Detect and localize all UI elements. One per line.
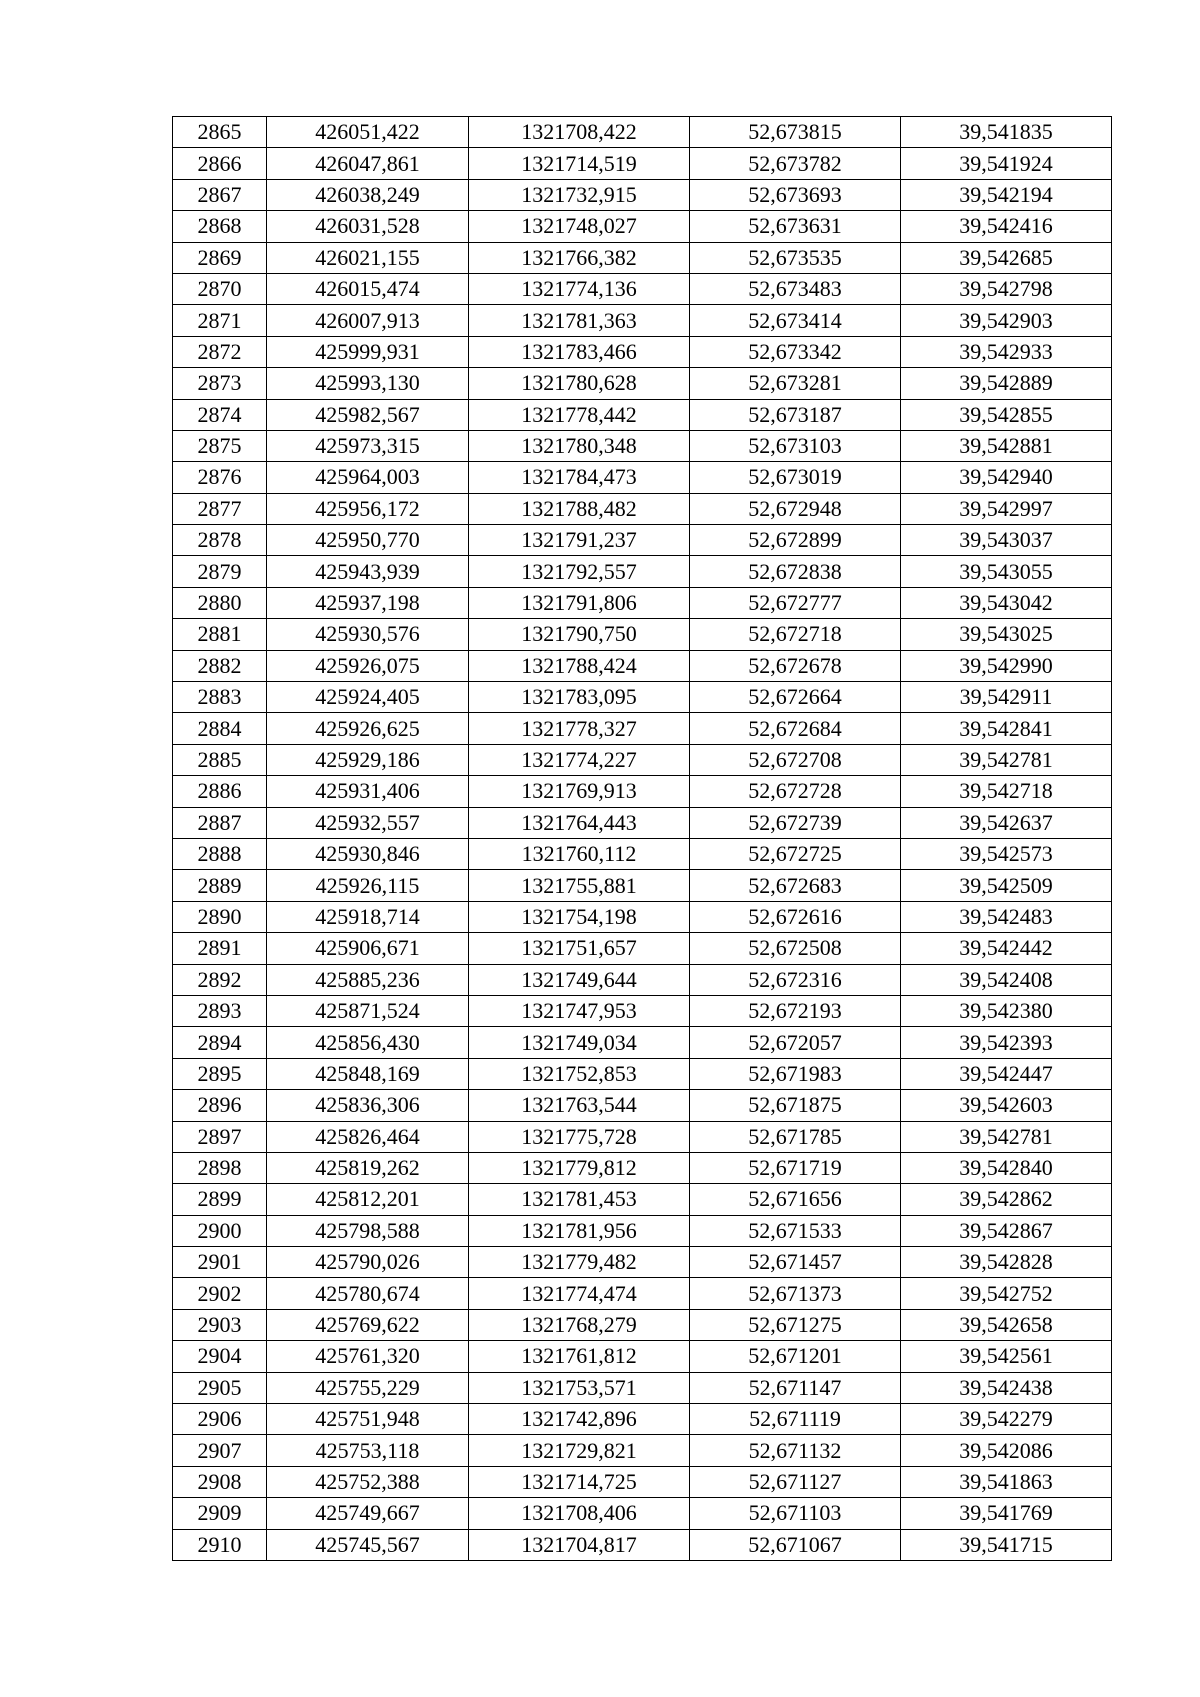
point-number-cell: 2901	[173, 1247, 267, 1278]
table-row	[173, 933, 1112, 964]
latitude-cell: 52,673483	[690, 273, 901, 304]
x-coordinate-cell: 425930,846	[267, 838, 469, 869]
point-number-cell: 2897	[173, 1121, 267, 1152]
longitude-cell: 39,542997	[901, 493, 1112, 524]
point-number-cell: 2867	[173, 179, 267, 210]
longitude-cell: 39,542889	[901, 368, 1112, 399]
point-number-cell: 2887	[173, 807, 267, 838]
x-coordinate-cell: 425755,229	[267, 1372, 469, 1403]
latitude-cell: 52,673342	[690, 336, 901, 367]
y-coordinate-cell: 1321729,821	[469, 1435, 690, 1466]
latitude-cell: 52,671275	[690, 1309, 901, 1340]
table-row	[173, 525, 1112, 556]
latitude-cell: 52,672838	[690, 556, 901, 587]
point-number-cell: 2878	[173, 525, 267, 556]
table-row	[173, 211, 1112, 242]
y-coordinate-cell: 1321768,279	[469, 1309, 690, 1340]
latitude-cell: 52,672316	[690, 964, 901, 995]
x-coordinate-cell: 425931,406	[267, 776, 469, 807]
table-row	[173, 1372, 1112, 1403]
longitude-cell: 39,542718	[901, 776, 1112, 807]
latitude-cell: 52,673187	[690, 399, 901, 430]
table-row	[173, 493, 1112, 524]
point-number-cell: 2900	[173, 1215, 267, 1246]
x-coordinate-cell: 425926,625	[267, 713, 469, 744]
longitude-cell: 39,542658	[901, 1309, 1112, 1340]
longitude-cell: 39,542881	[901, 430, 1112, 461]
x-coordinate-cell: 425871,524	[267, 995, 469, 1026]
point-number-cell: 2903	[173, 1309, 267, 1340]
x-coordinate-cell: 425999,931	[267, 336, 469, 367]
y-coordinate-cell: 1321780,628	[469, 368, 690, 399]
table-row	[173, 619, 1112, 650]
latitude-cell: 52,672664	[690, 682, 901, 713]
point-number-cell: 2881	[173, 619, 267, 650]
latitude-cell: 52,673631	[690, 211, 901, 242]
point-number-cell: 2899	[173, 1184, 267, 1215]
y-coordinate-cell: 1321784,473	[469, 462, 690, 493]
latitude-cell: 52,672678	[690, 650, 901, 681]
point-number-cell: 2891	[173, 933, 267, 964]
longitude-cell: 39,543042	[901, 587, 1112, 618]
point-number-cell: 2869	[173, 242, 267, 273]
longitude-cell: 39,542393	[901, 1027, 1112, 1058]
y-coordinate-cell: 1321704,817	[469, 1529, 690, 1560]
y-coordinate-cell: 1321779,482	[469, 1247, 690, 1278]
y-coordinate-cell: 1321779,812	[469, 1152, 690, 1183]
longitude-cell: 39,542828	[901, 1247, 1112, 1278]
table-row	[173, 242, 1112, 273]
table-row	[173, 995, 1112, 1026]
longitude-cell: 39,541769	[901, 1498, 1112, 1529]
table-row	[173, 399, 1112, 430]
x-coordinate-cell: 425751,948	[267, 1404, 469, 1435]
y-coordinate-cell: 1321781,453	[469, 1184, 690, 1215]
x-coordinate-cell: 425937,198	[267, 587, 469, 618]
y-coordinate-cell: 1321783,466	[469, 336, 690, 367]
y-coordinate-cell: 1321764,443	[469, 807, 690, 838]
x-coordinate-cell: 425973,315	[267, 430, 469, 461]
point-number-cell: 2879	[173, 556, 267, 587]
longitude-cell: 39,542603	[901, 1090, 1112, 1121]
table-row	[173, 430, 1112, 461]
y-coordinate-cell: 1321749,034	[469, 1027, 690, 1058]
point-number-cell: 2888	[173, 838, 267, 869]
latitude-cell: 52,672718	[690, 619, 901, 650]
x-coordinate-cell: 425752,388	[267, 1466, 469, 1497]
longitude-cell: 39,542483	[901, 901, 1112, 932]
y-coordinate-cell: 1321766,382	[469, 242, 690, 273]
longitude-cell: 39,542990	[901, 650, 1112, 681]
table-row	[173, 1058, 1112, 1089]
table-row	[173, 682, 1112, 713]
longitude-cell: 39,542903	[901, 305, 1112, 336]
x-coordinate-cell: 426031,528	[267, 211, 469, 242]
longitude-cell: 39,543025	[901, 619, 1112, 650]
y-coordinate-cell: 1321754,198	[469, 901, 690, 932]
longitude-cell: 39,542380	[901, 995, 1112, 1026]
longitude-cell: 39,541715	[901, 1529, 1112, 1560]
longitude-cell: 39,542840	[901, 1152, 1112, 1183]
x-coordinate-cell: 425943,939	[267, 556, 469, 587]
latitude-cell: 52,673535	[690, 242, 901, 273]
latitude-cell: 52,671103	[690, 1498, 901, 1529]
longitude-cell: 39,542194	[901, 179, 1112, 210]
x-coordinate-cell: 425929,186	[267, 744, 469, 775]
longitude-cell: 39,542862	[901, 1184, 1112, 1215]
point-number-cell: 2866	[173, 148, 267, 179]
latitude-cell: 52,671127	[690, 1466, 901, 1497]
table-row	[173, 148, 1112, 179]
table-row	[173, 1341, 1112, 1372]
longitude-cell: 39,541835	[901, 117, 1112, 148]
longitude-cell: 39,542442	[901, 933, 1112, 964]
longitude-cell: 39,542781	[901, 744, 1112, 775]
x-coordinate-cell: 425964,003	[267, 462, 469, 493]
y-coordinate-cell: 1321791,237	[469, 525, 690, 556]
table-row	[173, 117, 1112, 148]
x-coordinate-cell: 425790,026	[267, 1247, 469, 1278]
point-number-cell: 2889	[173, 870, 267, 901]
point-number-cell: 2875	[173, 430, 267, 461]
longitude-cell: 39,542279	[901, 1404, 1112, 1435]
longitude-cell: 39,542086	[901, 1435, 1112, 1466]
y-coordinate-cell: 1321788,482	[469, 493, 690, 524]
point-number-cell: 2884	[173, 713, 267, 744]
longitude-cell: 39,541863	[901, 1466, 1112, 1497]
latitude-cell: 52,673103	[690, 430, 901, 461]
y-coordinate-cell: 1321781,363	[469, 305, 690, 336]
y-coordinate-cell: 1321732,915	[469, 179, 690, 210]
x-coordinate-cell: 425753,118	[267, 1435, 469, 1466]
table-row	[173, 776, 1112, 807]
y-coordinate-cell: 1321774,227	[469, 744, 690, 775]
longitude-cell: 39,542416	[901, 211, 1112, 242]
latitude-cell: 52,671533	[690, 1215, 901, 1246]
latitude-cell: 52,672684	[690, 713, 901, 744]
table-row	[173, 964, 1112, 995]
x-coordinate-cell: 426015,474	[267, 273, 469, 304]
point-number-cell: 2872	[173, 336, 267, 367]
table-row	[173, 1498, 1112, 1529]
longitude-cell: 39,542940	[901, 462, 1112, 493]
point-number-cell: 2902	[173, 1278, 267, 1309]
latitude-cell: 52,672193	[690, 995, 901, 1026]
latitude-cell: 52,672948	[690, 493, 901, 524]
point-number-cell: 2870	[173, 273, 267, 304]
y-coordinate-cell: 1321714,519	[469, 148, 690, 179]
table-row	[173, 1278, 1112, 1309]
latitude-cell: 52,672728	[690, 776, 901, 807]
point-number-cell: 2895	[173, 1058, 267, 1089]
latitude-cell: 52,672708	[690, 744, 901, 775]
table-row	[173, 1121, 1112, 1152]
point-number-cell: 2865	[173, 117, 267, 148]
y-coordinate-cell: 1321774,474	[469, 1278, 690, 1309]
latitude-cell: 52,672899	[690, 525, 901, 556]
table-row	[173, 1435, 1112, 1466]
x-coordinate-cell: 425856,430	[267, 1027, 469, 1058]
x-coordinate-cell: 425918,714	[267, 901, 469, 932]
x-coordinate-cell: 425885,236	[267, 964, 469, 995]
table-row	[173, 1152, 1112, 1183]
latitude-cell: 52,671983	[690, 1058, 901, 1089]
latitude-cell: 52,671719	[690, 1152, 901, 1183]
y-coordinate-cell: 1321749,644	[469, 964, 690, 995]
latitude-cell: 52,672725	[690, 838, 901, 869]
table-row	[173, 870, 1112, 901]
point-number-cell: 2905	[173, 1372, 267, 1403]
y-coordinate-cell: 1321780,348	[469, 430, 690, 461]
latitude-cell: 52,673019	[690, 462, 901, 493]
table-row	[173, 744, 1112, 775]
y-coordinate-cell: 1321763,544	[469, 1090, 690, 1121]
x-coordinate-cell: 425745,567	[267, 1529, 469, 1560]
longitude-cell: 39,542933	[901, 336, 1112, 367]
y-coordinate-cell: 1321760,112	[469, 838, 690, 869]
point-number-cell: 2909	[173, 1498, 267, 1529]
y-coordinate-cell: 1321747,953	[469, 995, 690, 1026]
latitude-cell: 52,673693	[690, 179, 901, 210]
latitude-cell: 52,671656	[690, 1184, 901, 1215]
table-row	[173, 1247, 1112, 1278]
coordinates-table	[172, 116, 1112, 1561]
y-coordinate-cell: 1321783,095	[469, 682, 690, 713]
x-coordinate-cell: 425906,671	[267, 933, 469, 964]
table-row	[173, 713, 1112, 744]
point-number-cell: 2883	[173, 682, 267, 713]
latitude-cell: 52,672739	[690, 807, 901, 838]
point-number-cell: 2876	[173, 462, 267, 493]
x-coordinate-cell: 425819,262	[267, 1152, 469, 1183]
latitude-cell: 52,671147	[690, 1372, 901, 1403]
y-coordinate-cell: 1321748,027	[469, 211, 690, 242]
x-coordinate-cell: 426051,422	[267, 117, 469, 148]
latitude-cell: 52,671067	[690, 1529, 901, 1560]
x-coordinate-cell: 425982,567	[267, 399, 469, 430]
point-number-cell: 2907	[173, 1435, 267, 1466]
latitude-cell: 52,671785	[690, 1121, 901, 1152]
point-number-cell: 2893	[173, 995, 267, 1026]
latitude-cell: 52,671373	[690, 1278, 901, 1309]
x-coordinate-cell: 425749,667	[267, 1498, 469, 1529]
table-row	[173, 368, 1112, 399]
y-coordinate-cell: 1321788,424	[469, 650, 690, 681]
point-number-cell: 2908	[173, 1466, 267, 1497]
y-coordinate-cell: 1321778,327	[469, 713, 690, 744]
longitude-cell: 39,541924	[901, 148, 1112, 179]
x-coordinate-cell: 425826,464	[267, 1121, 469, 1152]
longitude-cell: 39,542438	[901, 1372, 1112, 1403]
latitude-cell: 52,673414	[690, 305, 901, 336]
y-coordinate-cell: 1321791,806	[469, 587, 690, 618]
point-number-cell: 2868	[173, 211, 267, 242]
table-row	[173, 1184, 1112, 1215]
x-coordinate-cell: 426047,861	[267, 148, 469, 179]
table-row	[173, 1027, 1112, 1058]
point-number-cell: 2896	[173, 1090, 267, 1121]
x-coordinate-cell: 425932,557	[267, 807, 469, 838]
y-coordinate-cell: 1321708,422	[469, 117, 690, 148]
y-coordinate-cell: 1321752,853	[469, 1058, 690, 1089]
table-row	[173, 1466, 1112, 1497]
latitude-cell: 52,671457	[690, 1247, 901, 1278]
longitude-cell: 39,542752	[901, 1278, 1112, 1309]
latitude-cell: 52,671875	[690, 1090, 901, 1121]
latitude-cell: 52,673782	[690, 148, 901, 179]
latitude-cell: 52,673815	[690, 117, 901, 148]
x-coordinate-cell: 425926,075	[267, 650, 469, 681]
table-row	[173, 556, 1112, 587]
y-coordinate-cell: 1321742,896	[469, 1404, 690, 1435]
x-coordinate-cell: 425836,306	[267, 1090, 469, 1121]
latitude-cell: 52,672683	[690, 870, 901, 901]
x-coordinate-cell: 425780,674	[267, 1278, 469, 1309]
longitude-cell: 39,542561	[901, 1341, 1112, 1372]
table-row	[173, 1404, 1112, 1435]
longitude-cell: 39,542509	[901, 870, 1112, 901]
point-number-cell: 2886	[173, 776, 267, 807]
point-number-cell: 2904	[173, 1341, 267, 1372]
point-number-cell: 2874	[173, 399, 267, 430]
table-row	[173, 273, 1112, 304]
table-row	[173, 462, 1112, 493]
x-coordinate-cell: 426007,913	[267, 305, 469, 336]
longitude-cell: 39,542447	[901, 1058, 1112, 1089]
y-coordinate-cell: 1321708,406	[469, 1498, 690, 1529]
x-coordinate-cell: 425769,622	[267, 1309, 469, 1340]
longitude-cell: 39,543037	[901, 525, 1112, 556]
point-number-cell: 2873	[173, 368, 267, 399]
point-number-cell: 2894	[173, 1027, 267, 1058]
x-coordinate-cell: 425930,576	[267, 619, 469, 650]
x-coordinate-cell: 425848,169	[267, 1058, 469, 1089]
point-number-cell: 2882	[173, 650, 267, 681]
coordinates-table-body	[173, 117, 1112, 1561]
point-number-cell: 2885	[173, 744, 267, 775]
latitude-cell: 52,672616	[690, 901, 901, 932]
longitude-cell: 39,542637	[901, 807, 1112, 838]
point-number-cell: 2910	[173, 1529, 267, 1560]
table-row	[173, 807, 1112, 838]
longitude-cell: 39,542841	[901, 713, 1112, 744]
latitude-cell: 52,672777	[690, 587, 901, 618]
table-row	[173, 838, 1112, 869]
point-number-cell: 2906	[173, 1404, 267, 1435]
longitude-cell: 39,542408	[901, 964, 1112, 995]
table-row	[173, 336, 1112, 367]
table-row	[173, 179, 1112, 210]
longitude-cell: 39,542781	[901, 1121, 1112, 1152]
x-coordinate-cell: 425950,770	[267, 525, 469, 556]
point-number-cell: 2892	[173, 964, 267, 995]
latitude-cell: 52,672508	[690, 933, 901, 964]
point-number-cell: 2890	[173, 901, 267, 932]
x-coordinate-cell: 425993,130	[267, 368, 469, 399]
latitude-cell: 52,672057	[690, 1027, 901, 1058]
longitude-cell: 39,543055	[901, 556, 1112, 587]
y-coordinate-cell: 1321769,913	[469, 776, 690, 807]
table-row	[173, 1215, 1112, 1246]
latitude-cell: 52,671201	[690, 1341, 901, 1372]
x-coordinate-cell: 425761,320	[267, 1341, 469, 1372]
y-coordinate-cell: 1321761,812	[469, 1341, 690, 1372]
longitude-cell: 39,542685	[901, 242, 1112, 273]
point-number-cell: 2880	[173, 587, 267, 618]
latitude-cell: 52,673281	[690, 368, 901, 399]
x-coordinate-cell: 425798,588	[267, 1215, 469, 1246]
point-number-cell: 2871	[173, 305, 267, 336]
table-row	[173, 901, 1112, 932]
x-coordinate-cell: 425924,405	[267, 682, 469, 713]
y-coordinate-cell: 1321781,956	[469, 1215, 690, 1246]
x-coordinate-cell: 425926,115	[267, 870, 469, 901]
table-row	[173, 1309, 1112, 1340]
longitude-cell: 39,542911	[901, 682, 1112, 713]
table-row	[173, 650, 1112, 681]
longitude-cell: 39,542573	[901, 838, 1112, 869]
y-coordinate-cell: 1321774,136	[469, 273, 690, 304]
y-coordinate-cell: 1321778,442	[469, 399, 690, 430]
y-coordinate-cell: 1321753,571	[469, 1372, 690, 1403]
point-number-cell: 2877	[173, 493, 267, 524]
latitude-cell: 52,671119	[690, 1404, 901, 1435]
y-coordinate-cell: 1321714,725	[469, 1466, 690, 1497]
point-number-cell: 2898	[173, 1152, 267, 1183]
table-row	[173, 1090, 1112, 1121]
y-coordinate-cell: 1321792,557	[469, 556, 690, 587]
x-coordinate-cell: 425812,201	[267, 1184, 469, 1215]
table-row	[173, 587, 1112, 618]
longitude-cell: 39,542867	[901, 1215, 1112, 1246]
x-coordinate-cell: 426038,249	[267, 179, 469, 210]
x-coordinate-cell: 425956,172	[267, 493, 469, 524]
longitude-cell: 39,542798	[901, 273, 1112, 304]
longitude-cell: 39,542855	[901, 399, 1112, 430]
y-coordinate-cell: 1321775,728	[469, 1121, 690, 1152]
x-coordinate-cell: 426021,155	[267, 242, 469, 273]
y-coordinate-cell: 1321751,657	[469, 933, 690, 964]
y-coordinate-cell: 1321790,750	[469, 619, 690, 650]
latitude-cell: 52,671132	[690, 1435, 901, 1466]
table-row	[173, 305, 1112, 336]
table-row	[173, 1529, 1112, 1560]
y-coordinate-cell: 1321755,881	[469, 870, 690, 901]
